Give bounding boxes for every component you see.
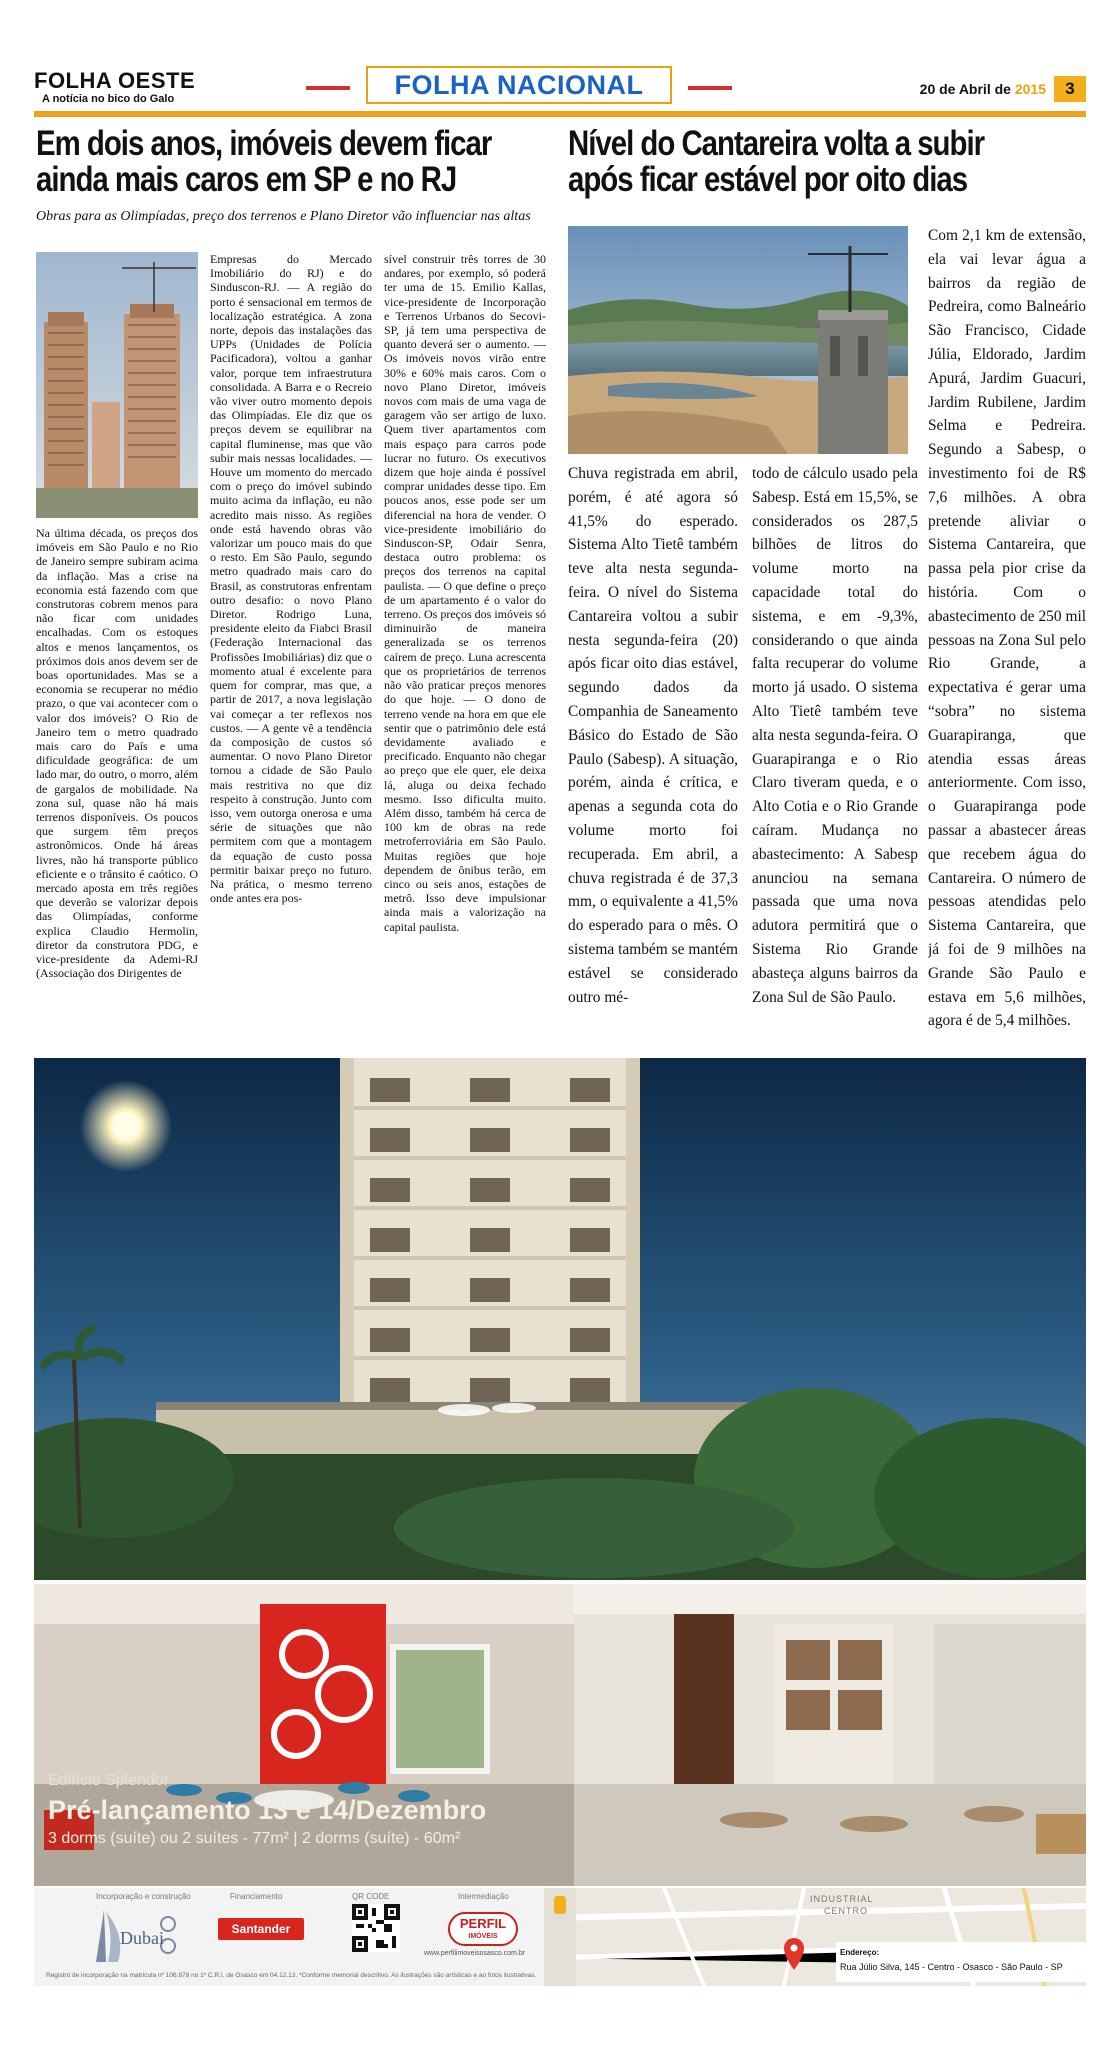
towers-photo — [36, 252, 198, 518]
paper-title: FOLHA NACIONAL — [366, 66, 672, 104]
issue-date — [920, 81, 1046, 97]
building-name: Edifício Splendor — [48, 1772, 169, 1789]
address-box — [836, 1942, 1086, 1982]
right-article-col1: Chuva registrada em abril, porém, é até agora só 41,5% do esperado. Sistema Alto Tietê também teve alta nesta segunda-feira. O nível do Sistema Cantareira voltou a subir nesta segunda-feira (20) após ficar oito dias estável, segundo dados da Companhia de Saneamento Básico do Estado de São Paulo (Sabesp). A situação, porém, ainda é crítica, e apenas a segunda cota do volume morto foi recuperada. Em abril, a chuva registrada é de 37,3 mm, o equivalente a 41,5% do esperado para o mês. O sistema também se mantém estável se considerado outro mé- — [568, 465, 738, 1006]
left-article-col3: sível construir três torres de 30 andares, por exemplo, só poderá ter uma de 15. Emilio Kallas, vice-presidente de Incorporação e Terrenos Urbanos do Secovi-SP, já tem uma perspectiva de quanto deverá ser o aumento. — Os imóveis novos virão entre 30% e 60% mais caros. Com o novo Plano Diretor, imóveis novos com mais de uma vaga de garagem vão ser artigo de luxo. Quem tiver apartamentos com mais espaço para carros pode lucrar no futuro. Os executivos dizem que hoje ainda é possível comprar unidades desse tipo. Em poucos anos, esse pode ser um diferencial na hora de vender. O vice-presidente imobiliário do Sinduscon-SP, Odair Senra, destaca outro problema: os preços dos terrenos na capital paulista. — O que define o preço de um apartamento é o valor do terreno. Os preços dos imóveis só diminuirão de maneira generalizada se os terrenos caírem de preço. Luna acrescenta que os proprietários de terrenos não vão praticar preços menores do que hoje. — O dono de terreno vende na hora em que ele sentir que o patrimônio dele está devidamente avaliado e precificado. Enquanto não chegar ao preço que ele quer, ele deixa lá, aluga ou deixa fechado mesmo. Isso dificulta muito. Além disso, também há cerca de 100 km de obras na rede metroferroviária em São Paulo. Muitas regiões que hoje dependem de ônibus terão, em cinco ou seis anos, estações de metrô. Isso deve impulsionar ainda mais a valorização na capital paulista. — [384, 252, 546, 934]
qr-code[interactable] — [352, 1904, 400, 1952]
label-incorporation: Incorporação e construção — [96, 1892, 191, 1901]
masthead — [34, 66, 1086, 110]
right-article-col2: todo de cálculo usado pela Sabesp. Está em 15,5%, se considerados os 287,5 bilhões de litros do volume morto na capacidade total do sistema, e em -9,3%, considerando o que ainda falta recuperar do volume morto já usado. O sistema Alto Tietê também teve alta nesta segunda-feira. O Guarapiranga e o Rio Claro tiveram queda, e o Alto Cotia e o Rio Grande caíram. Mudança no abastecimento: A Sabesp anunciou na semana passada que uma nova adutora permitirá que o Sistema Rio Grande abasteça alguns bairros da Zona Sul de São Paulo. — [752, 465, 918, 1006]
map-label-industrial: INDUSTRIAL — [810, 1894, 874, 1904]
address-label: Endereço: — [840, 1948, 880, 1957]
left-article-col2: Empresas do Mercado Imobiliário do RJ) e do Sinduscon-RJ. — A região do porto é sensacional em termos de localização estratégica. A zona norte, depois das instalações das UPPs (Unidades de Polícia Pacificadora), voltou a ganhar valor, porque tem infraestrutura consolidada. A Barra e o Recreio vão viver outro momento depois das Olimpíadas. Ele diz que os preços devem se equilibrar na capital fluminense, mas que vão subir mais nessas localidades. — Houve um momento do mercado com o preço do imóvel subindo muito acima da inflação, eu não acredito mais nisso. As regiões onde está havendo obras vão valorizar um pouco mais do que o resto. Em São Paulo, segundo metro quadrado mais caro do Brasil, as construtoras enfrentam outro desafio: o novo Plano Diretor. Rodrigo Luna, presidente eleito da Fiabci Brasil (Federação Internacional das Profissões Imobiliárias) diz que o momento atual é excelente para quem for comprar, mas que, a partir de 2017, a nova legislação vai começar a ter reflexos nos custos. — A gente vê a tendência da composição de custos só aumentar. O novo Plano Diretor tornou a cidade de São Paulo mais restritiva no que diz respeito à construção. Junto com isso, vem outorga onerosa e uma série de situações que não permitem com que a montagem da equação de custo possa permitir baixar preço no futuro. Na prática, o mesmo terreno onde antes era pos- — [210, 252, 372, 906]
left-article-col1: Na última década, os preços dos imóveis em São Paulo e no Rio de Janeiro sempre subiram acima da inflação. Mas a crise na economia está fazendo com que construtoras cobrem menos para não ficar com unidades encalhadas. Com os estoques altos e menos lançamentos, os próximos dois anos devem ser de boas oportunidades. Mas se a economia se recuperar no médio prazo, o que vai acontecer com o valor dos imóveis? O Rio de Janeiro tem o metro quadrado mais caro do País e uma dificuldade geográfica: de um lado mar, do outro, o morro, além de gargalos de mobilidade. Na zona sul, quase não há mais terrenos disponíveis. Os poucos que surgem têm preços astronômicos. Onde há áreas livres, não há transporte público eficiente e o trânsito é caótico. O mercado aposta em três regiões que deverão se valorizar depois das Olimpíadas, conforme explica Claudio Hermolin, diretor da construtora PDG, e vice-presidente da Ademi-RJ (Associação dos Dirigentes de — [36, 526, 198, 981]
builder-name: Dubai — [120, 1928, 164, 1948]
label-financing: Financiamento — [230, 1892, 283, 1901]
address-text: Rua Júlio Silva, 145 - Centro - Osasco - São Paulo - SP — [840, 1962, 1063, 1972]
broker-name: PERFIL — [459, 1916, 507, 1931]
launch-dates: Pré-lançamento 13 e 14/Dezembro — [48, 1795, 487, 1825]
right-headline-line1: Nível do Cantareira volta a subir — [568, 124, 985, 163]
left-deck: Obras para as Olimpíadas, preço dos terrenos e Plano Diretor vão influenciar nas altas — [36, 209, 531, 224]
left-headline-line2: ainda mais caros em SP e no RJ — [36, 160, 457, 199]
ad-sponsors — [34, 1888, 544, 1986]
right-headline — [568, 126, 984, 198]
brand-name: FOLHA OESTE — [34, 68, 196, 93]
left-headline — [36, 126, 491, 198]
brand — [34, 70, 195, 106]
brand-tagline: A notícia no bico do Galo — [42, 93, 175, 105]
legal-notice: Registro de incorporação na matrícula nº 106.878 no 1º C.R.I. de Osasco em 04.12.13. *Conforme memorial descritivo. As ilustrações são artísticas e ao fotos ilustrativas. — [46, 1972, 537, 1979]
header-ornament-left — [306, 86, 350, 90]
header-ornament-right — [688, 86, 732, 90]
label-qr: QR CODE — [352, 1892, 390, 1901]
broker-website[interactable]: www.perfilimoveisosasco.com.br — [424, 1950, 526, 1957]
issue-date-text: 20 de Abril de — [919, 81, 1011, 97]
map-label-centro: CENTRO — [824, 1906, 868, 1916]
right-article-col3: Com 2,1 km de extensão, ela vai levar água a bairros da região de Pedreira, como Balneário São Francisco, Cidade Júlia, Eldorado, Jardim Apurá, Jardim Guacuri, Jardim Rubilene, Jardim Selma e Pedreira. Segundo a Sabesp, o investimento foi de R$ 7,6 milhões. A obra pretende aliviar o Sistema Cantareira, que passa pela pior crise da história. Com o abastecimento de 250 mil pessoas na Zona Sul pelo Rio Grande, a expectativa é gerar uma “sobra” no sistema Guarapiranga, que atendia essas áreas anteriormente. Com isso, o Guarapiranga pode passar a abastecer áreas que recebem água do Cantareira. O número de pessoas atendidas pelo Sistema Cantareira, que já foi de 9 milhões na Grande São Paulo e estava em 5,6 milhões, agora é de 5,4 milhões. — [928, 227, 1086, 1030]
broker-logo — [448, 1912, 518, 1946]
broker-subtitle: IMÓVEIS — [468, 1933, 498, 1940]
masthead-rule — [34, 111, 1086, 117]
ad-copy — [48, 1772, 486, 1848]
right-headline-line2: após ficar estável por oito dias — [568, 160, 968, 199]
label-sales: Intermediação — [458, 1892, 509, 1901]
page-number: 3 — [1054, 76, 1086, 102]
bank-logo: Santander — [218, 1918, 304, 1940]
builder-logo — [74, 1906, 184, 1966]
reservoir-photo — [568, 226, 908, 454]
issue-year: 2015 — [1014, 81, 1046, 97]
unit-specs: 3 dorms (suíte) ou 2 suítes - 77m² | 2 dorms (suíte) - 60m² — [48, 1830, 461, 1847]
ad-building-render — [34, 1058, 1086, 1580]
left-headline-line1: Em dois anos, imóveis devem ficar — [36, 124, 492, 163]
